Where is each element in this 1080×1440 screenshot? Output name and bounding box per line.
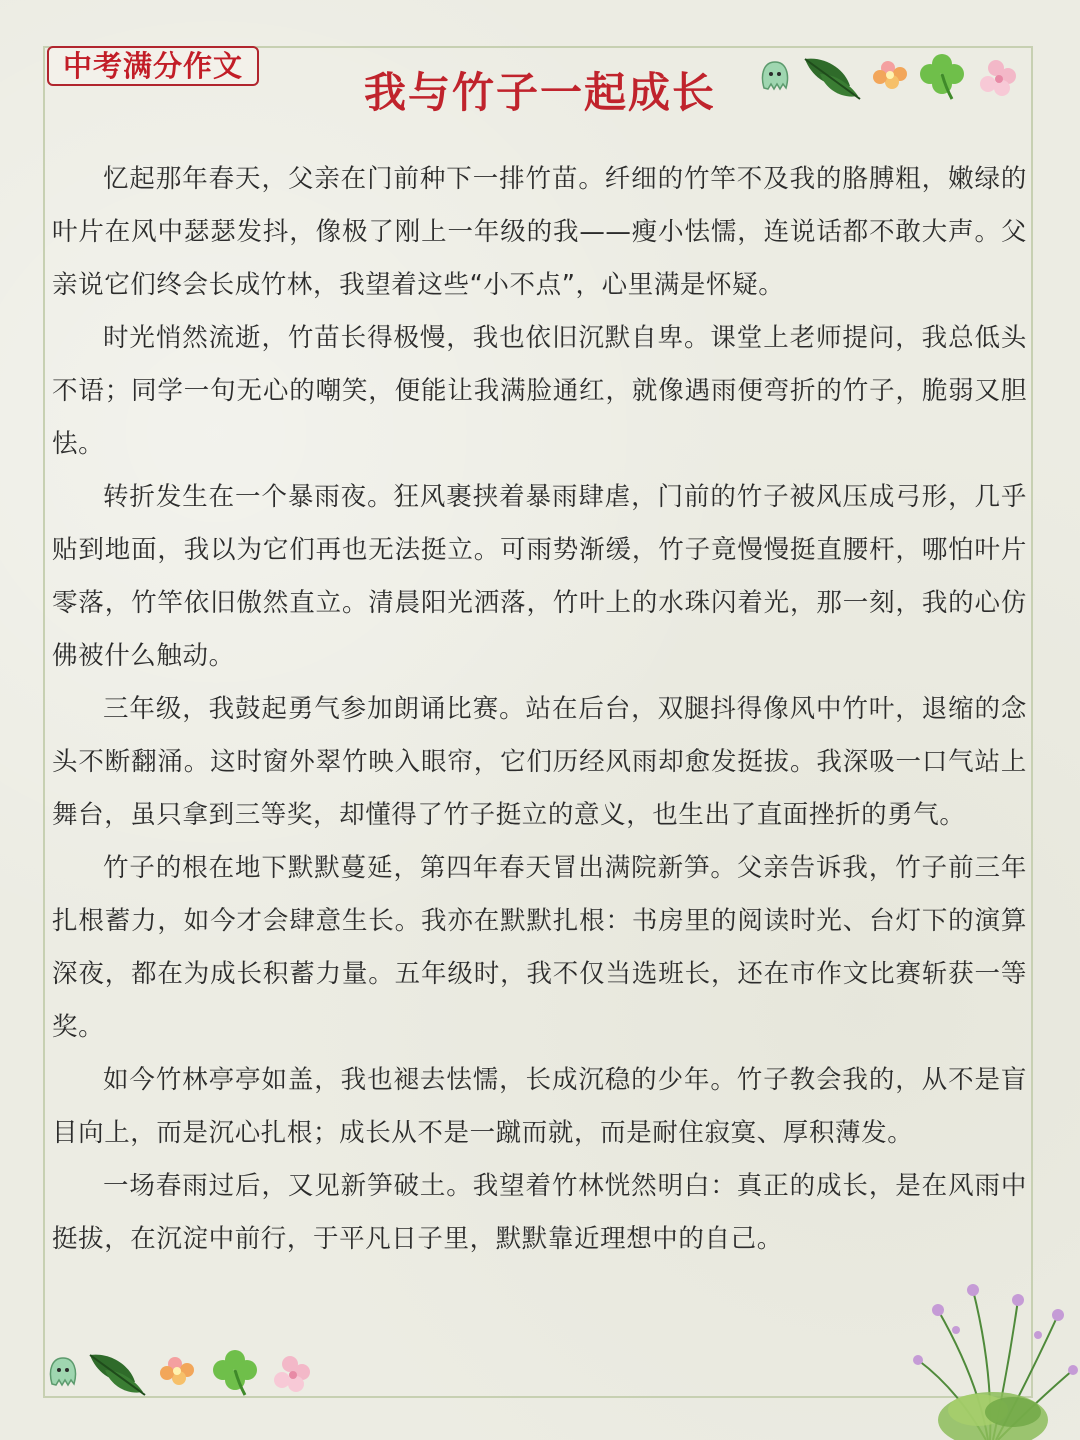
ghost-icon: [762, 62, 787, 89]
essay-paragraph: 三年级，我鼓起勇气参加朗诵比赛。站在后台，双腿抖得像风中竹叶，退缩的念头不断翻涌。这时窗外翠竹映入眼帘，它们历经风雨却愈发挺拔。我深吸一口气站上舞台，虽只拿到三等奖，却懂得了竹子挺立的意义，也生出了直面挫折的勇气。: [52, 694, 1027, 830]
bottom-decorations: [40, 1340, 340, 1410]
essay-paragraph: 转折发生在一个暴雨夜。狂风裹挟着暴雨肆虐，门前的竹子被风压成弓形，几乎贴到地面，我以为它们再也无法挺立。可雨势渐缓，竹子竟慢慢挺直腰杆，哪怕叶片零落，竹竿依旧傲然直立。清晨阳光洒落，竹叶上的水珠闪着光，那一刻，我的心仿佛被什么触动。: [52, 482, 1027, 671]
flower-icon: [160, 1357, 194, 1385]
essay-paragraph: 竹子的根在地下默默蔓延，第四年春天冒出满院新笋。父亲告诉我，竹子前三年扎根蓄力，如今才会肆意生长。我亦在默默扎根：书房里的阅读时光、台灯下的演算深夜，都在为成长积蓄力量。五年级时，我不仅当选班长，还在市作文比赛斩获一等奖。: [52, 853, 1027, 1042]
top-decorations: [750, 44, 1040, 114]
category-badge: 中考满分作文: [47, 46, 259, 86]
leaf-icon: [90, 1355, 145, 1395]
clover-icon: [213, 1350, 257, 1395]
essay-paragraph: 时光悄然流逝，竹苗长得极慢，我也依旧沉默自卑。课堂上老师提问，我总低头不语；同学一句无心的嘲笑，便能让我满脸通红，就像遇雨便弯折的竹子，脆弱又胆怯。: [52, 323, 1027, 459]
essay-paragraph: 如今竹林亭亭如盖，我也褪去怯懦，长成沉稳的少年。竹子教会我的，从不是盲目向上，而是沉心扎根；成长从不是一蹴而就，而是耐住寂寞、厚积薄发。: [52, 1065, 1027, 1148]
pink-flower-icon: [980, 60, 1016, 96]
leaf-icon: [805, 59, 860, 99]
essay-body: [52, 153, 1027, 1266]
pink-flower-icon: [274, 1356, 310, 1392]
flower-icon: [873, 61, 907, 89]
clover-icon: [920, 54, 964, 99]
essay-paragraph: 一场春雨过后，又见新笋破土。我望着竹林恍然明白：真正的成长，是在风雨中挺拔，在沉淀中前行，于平凡日子里，默默靠近理想中的自己。: [52, 1171, 1027, 1254]
bouquet-icon: [898, 1270, 1080, 1440]
page-title: 我与竹子一起成长: [363, 68, 716, 117]
essay-paragraph: 忆起那年春天，父亲在门前种下一排竹苗。纤细的竹竿不及我的胳膊粗，嫩绿的叶片在风中瑟瑟发抖，像极了刚上一年级的我——瘦小怯懦，连说话都不敢大声。父亲说它们终会长成竹林，我望着这些“小不点”，心里满是怀疑。: [52, 164, 1027, 300]
ghost-icon: [50, 1358, 75, 1385]
